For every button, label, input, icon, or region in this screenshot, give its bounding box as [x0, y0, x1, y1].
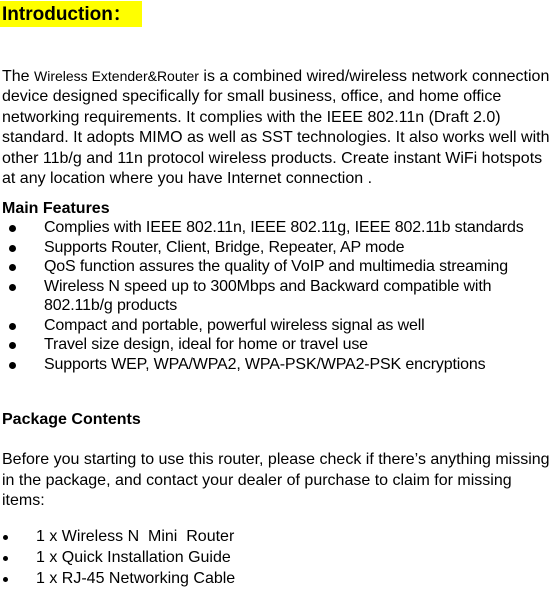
package-contents-paragraph: Before you starting to use this router, please check if there’s anything missing in the package, and contact your dealer of purchase to claim for missing items: — [2, 451, 550, 509]
bullet-icon — [9, 362, 16, 369]
bullet-icon — [9, 342, 16, 349]
package-contents-list — [0, 526, 235, 589]
feature-item: Complies with IEEE 802.11n, IEEE 802.11g, IEEE 802.11b standards — [0, 218, 556, 238]
bullet-icon — [9, 264, 16, 271]
feature-item: Supports Router, Client, Bridge, Repeater, AP mode — [0, 238, 556, 258]
feature-item: Wireless N speed up to 300Mbps and Backward compatible with 802.11b/g products — [0, 277, 556, 316]
package-item: 1 x RJ-45 Networking Cable — [0, 568, 235, 589]
feature-item: Supports WEP, WPA/WPA2, WPA-PSK/WPA2-PSK encryptions — [0, 355, 556, 375]
main-features-title: Main Features — [2, 200, 110, 217]
intro-text-before: The — [2, 68, 35, 85]
introduction-heading: Introduction： — [2, 4, 132, 25]
bullet-icon — [3, 535, 8, 540]
package-item: 1 x Quick Installation Guide — [0, 547, 235, 568]
bullet-icon — [9, 284, 16, 291]
bullet-icon — [3, 577, 8, 582]
bullet-icon — [9, 323, 16, 330]
feature-item: QoS function assures the quality of VoIP and multimedia streaming — [0, 257, 556, 277]
introduction-heading-highlight — [0, 1, 142, 27]
bullet-icon — [9, 245, 16, 252]
package-contents-title: Package Contents — [2, 411, 141, 428]
product-name: Wireless Extender&Router — [34, 68, 199, 84]
intro-text-after: is a combined wired/wireless network connection device designed specifically for small business, office, and home office networking requirements. It complies with the IEEE 802.11n (Draft 2.0) standard. It adopts MIMO as well as SST technologies. It also works well with other 11b/g and 11n protocol wireless products. Create instant WiFi hotspots at any location where you have Internet connection . — [2, 68, 550, 188]
feature-item: Travel size design, ideal for home or travel use — [0, 335, 556, 355]
introduction-paragraph — [2, 66, 554, 189]
bullet-icon — [9, 225, 16, 232]
package-item: 1 x Wireless N Mini Router — [0, 526, 235, 547]
bullet-icon — [3, 556, 8, 561]
main-features-list — [0, 218, 556, 374]
feature-item: Compact and portable, powerful wireless signal as well — [0, 316, 556, 336]
